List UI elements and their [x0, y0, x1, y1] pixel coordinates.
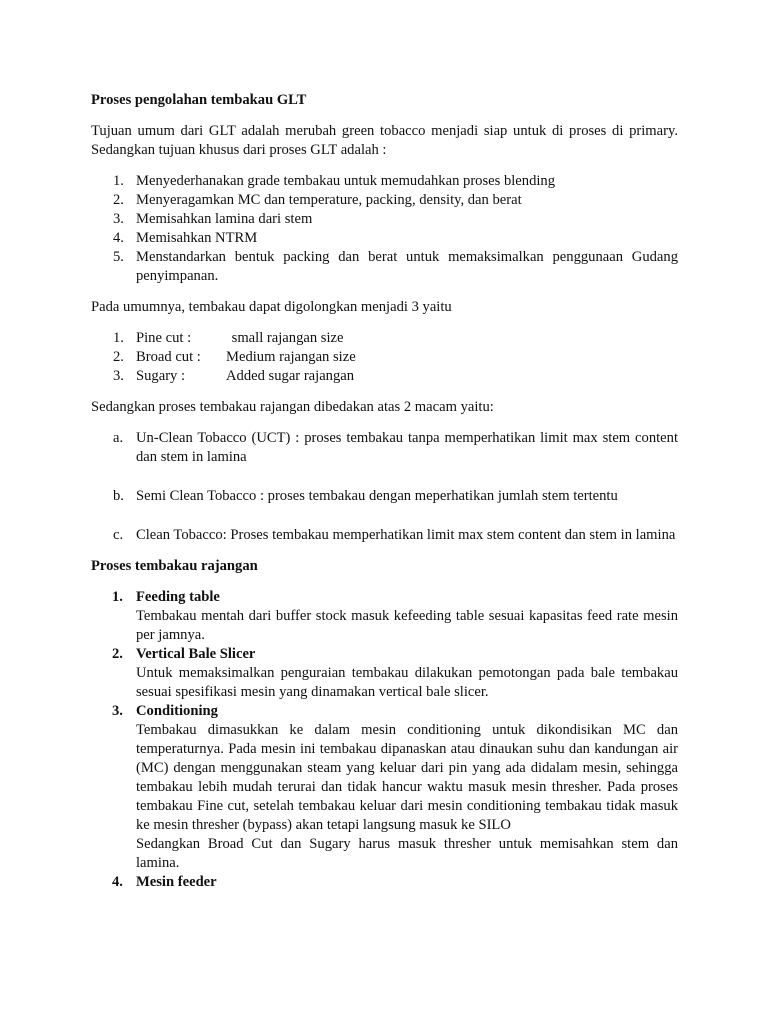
steps-list [91, 588, 678, 892]
list-item: 3. Memisahkan lamina dari stem [113, 211, 313, 227]
list-item: 1. Pine cut : small rajangan size [113, 330, 344, 346]
step-title: Vertical Bale Slicer [136, 646, 256, 662]
types-intro: Sedangkan proses tembakau rajangan dibedakan atas 2 macam yaitu: [91, 399, 494, 415]
step-title: Feeding table [136, 589, 220, 605]
step-description: Untuk memaksimalkan penguraian tembakau dilakukan pemotongan pada bale tembakau sesuai spesifikasi mesin yang dinamakan vertical bale slicer. [136, 665, 678, 700]
categories-list [91, 329, 678, 386]
step-description: Tembakau mentah dari buffer stock masuk kefeeding table sesuai kapasitas feed rate mesin per jamnya. [136, 608, 678, 643]
list-item: b. Semi Clean Tobacco : proses tembakau dengan meperhatikan jumlah stem tertentu [113, 488, 618, 504]
intro-paragraph: Tujuan umum dari GLT adalah merubah green tobacco menjadi siap untuk di proses di primary. Sedangkan tujuan khusus dari proses GLT adalah : [91, 123, 678, 158]
goals-list [91, 172, 678, 286]
list-item: 2. Menyeragamkan MC dan temperature, packing, density, dan berat [113, 192, 522, 208]
types-list [91, 429, 678, 545]
categories-intro: Pada umumnya, tembakau dapat digolongkan menjadi 3 yaitu [91, 299, 452, 315]
step-title: Mesin feeder [136, 874, 217, 890]
list-item: 5. Menstandarkan bentuk packing dan berat untuk memaksimalkan penggunaan Gudang penyimpanan. [113, 249, 678, 284]
list-item: 3. Conditioning Tembakau dimasukkan ke dalam mesin conditioning untuk dikondisikan MC dan temperaturnya. Pada mesin ini tembakau dipanaskan atau dinaukan suhu dan kandungan air (MC) dengan menggunakan steam yang keluar dari pin yang ada didalam mesin, sehingga tembakau lebih mudah terurai dan tidak hancur waktu masuk mesin thresher. Pada proses tembakau Fine cut, setelah tembakau keluar dari mesin conditioning tembakau tidak masuk ke mesin thresher (bypass) akan tetapi langsung masuk ke SILO Sedangkan Broad Cut dan Sugary harus masuk thresher untuk memisahkan stem dan lamina. [112, 703, 678, 871]
list-item: 4. Mesin feeder [91, 873, 678, 892]
list-item: 4. Memisahkan NTRM [113, 230, 258, 246]
list-item: 2. Broad cut : Medium rajangan size [113, 349, 356, 365]
list-item: a. Un-Clean Tobacco (UCT) : proses tembakau tanpa memperhatikan limit max stem content dan stem in lamina [113, 430, 678, 465]
document-title: Proses pengolahan tembakau GLT [91, 92, 307, 108]
process-heading: Proses tembakau rajangan [91, 558, 258, 574]
document-page [91, 91, 678, 892]
step-title: Conditioning [136, 703, 218, 719]
list-item: c. Clean Tobacco: Proses tembakau memperhatikan limit max stem content dan stem in lamina [113, 527, 676, 543]
list-item: 3. Sugary : Added sugar rajangan [113, 368, 355, 384]
list-item: 1. Menyederhanakan grade tembakau untuk memudahkan proses blending [113, 173, 556, 189]
step-description: Tembakau dimasukkan ke dalam mesin conditioning untuk dikondisikan MC dan temperaturnya. Pada mesin ini tembakau dipanaskan atau dinaukan suhu dan kandungan air (MC) dengan menggunakan steam yang keluar dari pin yang ada didalam mesin, sehingga tembakau lebih mudah terurai dan tidak hancur waktu masuk mesin thresher. Pada proses tembakau Fine cut, setelah tembakau keluar dari mesin conditioning tembakau tidak masuk ke mesin thresher (bypass) akan tetapi langsung masuk ke SILO [136, 722, 678, 833]
list-item: 2. Vertical Bale Slicer Untuk memaksimalkan penguraian tembakau dilakukan pemotongan pada bale tembakau sesuai spesifikasi mesin yang dinamakan vertical bale slicer. [112, 646, 678, 700]
list-item: 1. Feeding table Tembakau mentah dari buffer stock masuk kefeeding table sesuai kapasitas feed rate mesin per jamnya. [112, 589, 678, 643]
step-description-continued: Sedangkan Broad Cut dan Sugary harus masuk thresher untuk memisahkan stem dan lamina. [136, 836, 678, 871]
